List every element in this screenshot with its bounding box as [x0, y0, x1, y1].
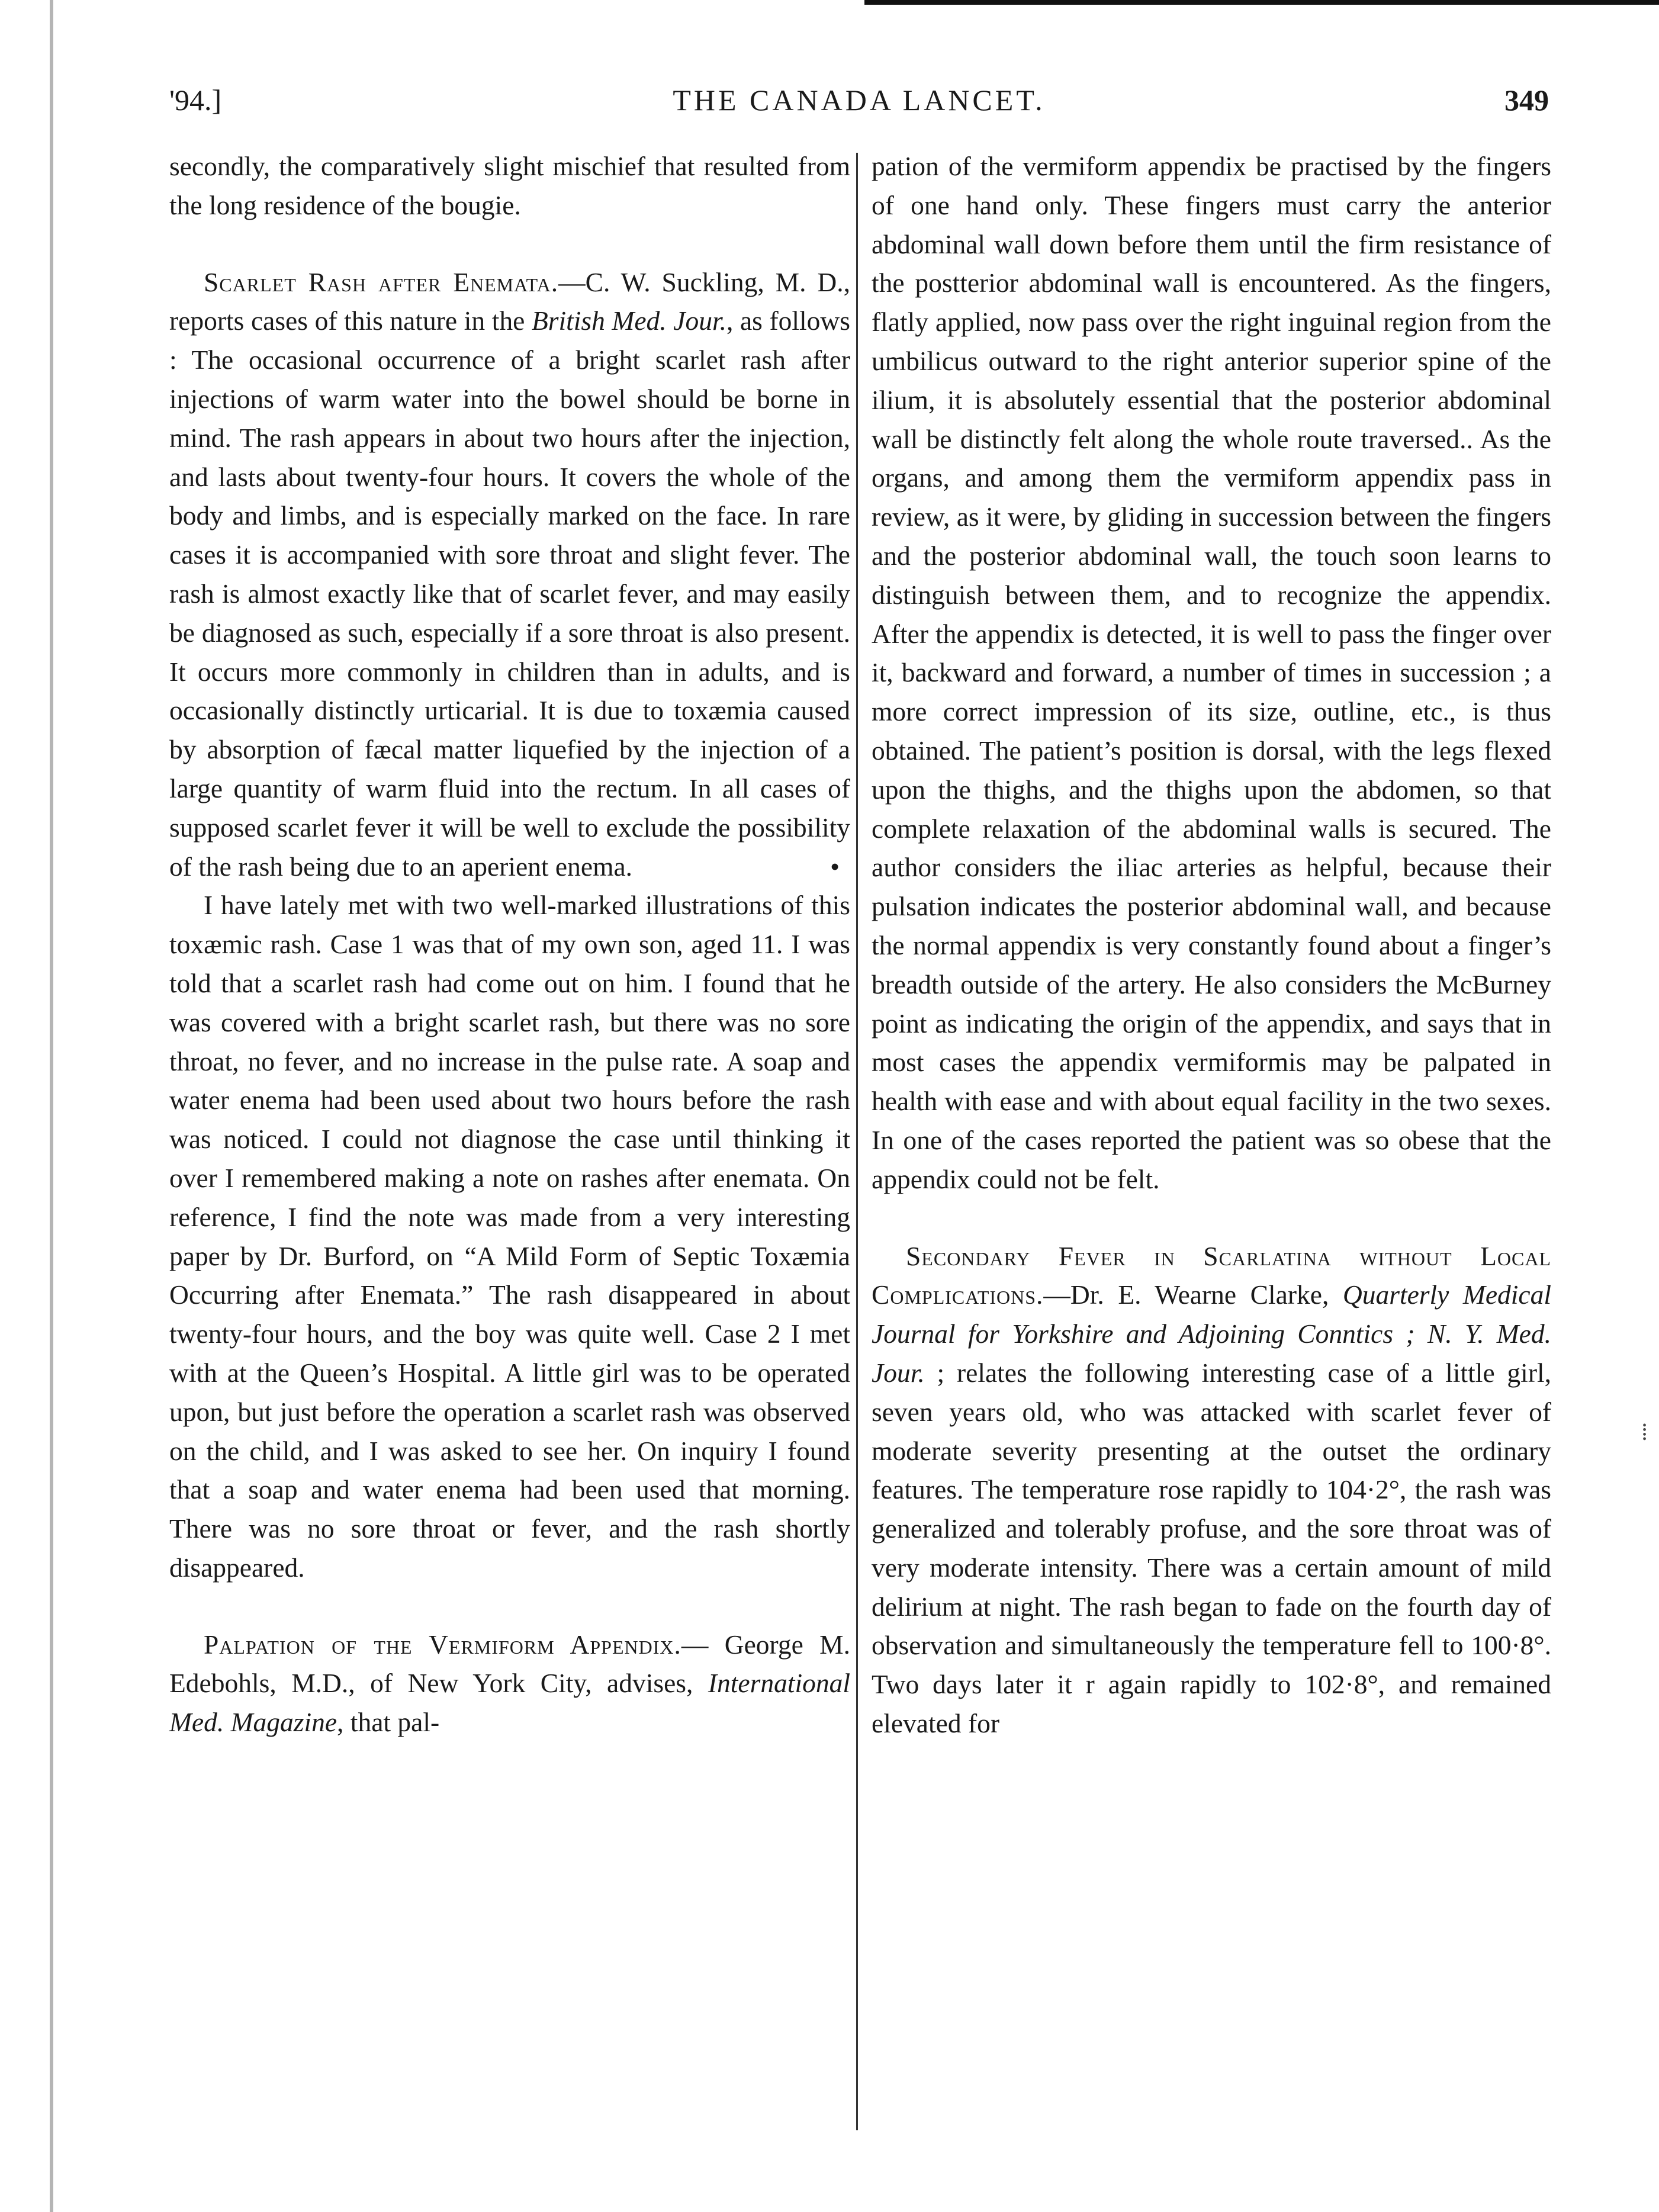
article-text: — George M. Edebohls, M.D., of New York City, advises, [169, 1629, 850, 1699]
article-heading: Scarlet Rash after Enemata. [204, 266, 559, 297]
stray-dot: • [830, 851, 840, 882]
page-edge-shadow [50, 0, 53, 2212]
journal-citation: British Med. Jour. [531, 306, 726, 336]
journal-title: THE CANADA LANCET. [673, 83, 1046, 117]
article-text: , that pal- [337, 1707, 440, 1738]
column-divider [856, 153, 858, 2130]
journal-citation: Quarterly Medical Journal for Yorkshire and Adjoining Conntics ; N. Y. Med. Jour. [872, 1279, 1551, 1388]
left-column [169, 147, 850, 1742]
article-text: —Dr. E. Wearne Clarke, [1043, 1279, 1343, 1310]
right-column [872, 147, 1551, 1743]
article-text: , as follows : The occasional occurrence of a bright scarlet rash after injections of warm water into the bowel should be borne in mind. The rash appears in about two hours after the injection, and lasts about twenty-four hours. It covers the whole of the body and limbs, and is especially marked on the face. In rare cases it is accompanied with sore throat and slight fever. The rash is almost exactly like that of scarlet fever, and may easily be diagnosed as such, especially if a sore throat is also present. It occurs more commonly in children than in adults, and is occasionally distinctly urticarial. It is due to toxæmia caused by absorption of fæcal matter liquefied by the injection of a large quantity of warm fluid into the rectum. In all cases of supposed scarlet fever it will be well to exclude the possibility of the rash being due to an aperient enema. [169, 306, 850, 882]
paragraph-case-reports: I have lately met with two well-marked illustrations of this toxæmic rash. Case 1 was that of my own son, aged 11. I was told that a scarlet rash had come out on him. I found that he was covered with a bright scarlet rash, but there was no sore throat, no fever, and no increase in the pulse rate. A soap and water enema had been used about two hours before the rash was noticed. I could not diagnose the case until thinking it over I remembered making a note on rashes after enemata. On reference, I find the note was made from a very interesting paper by Dr. Burford, on “A Mild Form of Septic Toxæmia Occurring after Enemata.” The rash disappeared in about twenty-four hours, and the boy was quite well. Case 2 I met with at the Queen’s Hospital. A little girl was to be operated upon, but just before the operation a scarlet rash was observed on the child, and I was asked to see her. On inquiry I found that a soap and water enema had been used that morning. There was no sore throat or fever, and the rash shortly disappeared. [169, 890, 850, 1583]
margin-mark: ⁞ [1641, 1419, 1648, 1446]
paragraph-appendix-continued: pation of the vermiform appendix be practised by the fingers of one hand only. These fingers must carry the anterior abdominal wall down before them until the firm resistance of the postterior abdominal wall is encountered. As the fingers, flatly applied, now pass over the right inguinal region from the umbilicus outward to the right anterior superior spine of the ilium, it is absolutely essential that the posterior abdominal wall be distinctly felt along the whole route traversed.. As the organs, and among them the vermiform appendix pass in review, as it were, by gliding in succession between the fingers and the posterior abdominal wall, the touch soon learns to distinguish between them, and to recognize the appendix. After the appendix is detected, it is well to pass the finger over it, backward and forward, a number of times in succession ; a more correct impression of its size, outline, etc., is thus obtained. The patient’s position is dorsal, with the legs flexed upon the thighs, and the thighs upon the abdomen, so that complete relaxation of the abdominal walls is secured. The author considers the iliac arteries as helpful, because their pulsation indicates the posterior abdominal wall, and because the normal appendix is very constantly found about a finger’s breadth outside of the artery. He also considers the McBurney point as indicating the origin of the appendix, and says that in most cases the appendix vermiformis may be palpated in health with ease and with about equal facility in the two sexes. In one of the cases reported the patient was so obese that the appendix could not be felt. [872, 151, 1551, 1194]
article-text: —C. W. Suckling, M. D., reports cases of this nature in the [169, 266, 850, 336]
header-year-mark: '94.] [169, 83, 222, 117]
article-secondary-fever [872, 1237, 1551, 1743]
article-scarlet-rash [169, 263, 850, 886]
article-heading: Secondary Fever in Scarlatina without Local Complications. [872, 1240, 1551, 1310]
page-number: 349 [1504, 83, 1549, 117]
running-header [169, 83, 1549, 124]
journal-citation: International Med. Magazine [169, 1668, 850, 1738]
top-border-rule [864, 0, 1659, 5]
article-appendix-palpation [169, 1625, 850, 1742]
article-heading: Palpation of the Vermiform Appendix. [204, 1629, 681, 1660]
paragraph-continued: secondly, the comparatively slight mischief that resulted from the long residence of the bougie. [169, 151, 850, 220]
article-text: ; relates the following interesting case of a little girl, seven years old, who was attacked with scarlet fever of moderate severity presenting at the outset the ordinary features. The temperature rose rapidly to 104·2°, the rash was generalized and tolerably profuse, and the sore throat was of very moderate intensity. There was a certain amount of mild delirium at night. The rash began to fade on the fourth day of observation and simultaneously the temperature fell to 100·8°. Two days later it r again rapidly to 102·8°, and remained elevated for [872, 1357, 1551, 1739]
